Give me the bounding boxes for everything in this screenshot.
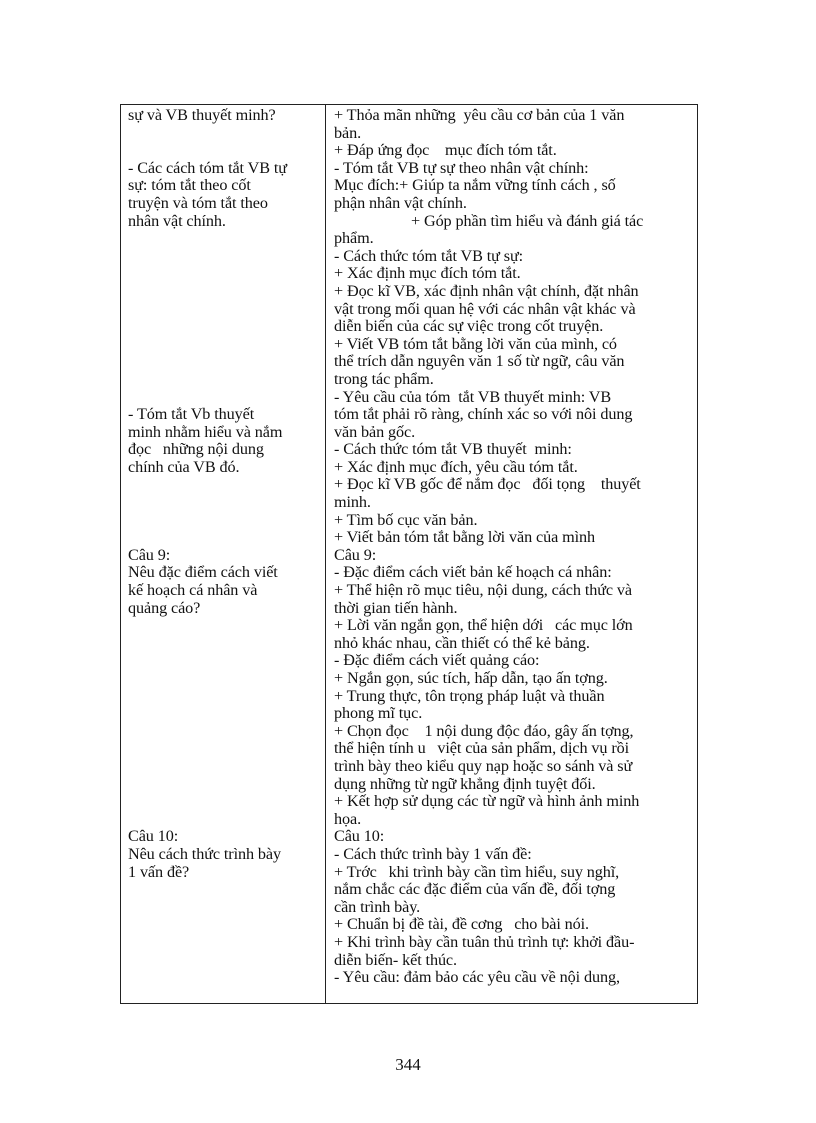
qa-table (120, 104, 698, 1004)
question-line: quảng cáo? (128, 598, 201, 617)
answer-line: + Đáp ứng đọc mục đích tóm tắt. (334, 141, 557, 160)
question-line: Nêu cách thức trình bày (128, 844, 281, 863)
question-line: 1 vấn đề? (128, 862, 190, 881)
question-line: - Tóm tắt Vb thuyết (128, 405, 255, 424)
answer-line: phận nhân vật chính. (334, 193, 467, 212)
answer-line: văn bản gốc. (334, 422, 416, 441)
answer-line: + Chuẩn bị đề tài, đề cơng cho bài nói. (334, 915, 589, 934)
answer-line: + Đọc kĩ VB gốc để nắm đọc đối tọng thuyết (334, 475, 641, 494)
answer-line: tóm tắt phải rõ ràng, chính xác so với nôi dung (334, 405, 633, 424)
answer-line: - Đặc điểm cách viết quảng cáo: (334, 651, 540, 670)
answer-line: + Góp phần tìm hiểu và đánh giá tác (411, 211, 644, 230)
answer-line: - Cách thức tóm tắt VB thuyết minh: (334, 440, 572, 459)
question-line: Nêu đặc điểm cách viết (128, 563, 278, 582)
answer-line: diễn biến của các sự việc trong cốt truyện. (334, 317, 604, 336)
question-line: truyện và tóm tắt theo (128, 193, 268, 212)
answer-line: + Ngắn gọn, súc tích, hấp dẫn, tạo ấn tợng. (334, 669, 608, 687)
question-heading: Câu 10: (128, 827, 179, 846)
question-line: sự: tóm tắt theo cốt (128, 176, 251, 195)
question-line: minh nhằm hiểu và nắm (128, 422, 283, 441)
answer-line: nắm chắc các đặc điểm của vấn đề, đối tợng (334, 880, 616, 899)
answer-line: thời gian tiến hành. (334, 598, 458, 617)
answer-line: trình bày theo kiểu quy nạp hoặc so sánh và sử (334, 756, 633, 775)
answer-line: dụng những từ ngữ khẳng định tuyệt đối. (334, 774, 596, 793)
answer-line: cần trình bày. (334, 897, 421, 916)
answer-line: - Đặc điểm cách viết bản kế hoạch cá nhân: (334, 563, 612, 582)
answer-line: + Khi trình bày cần tuân thủ trình tự: khởi đầu- (334, 932, 635, 951)
answer-line: nhỏ khác nhau, cần thiết có thể kẻ bảng. (334, 633, 590, 652)
answer-line: + Trung thực, tôn trọng pháp luật và thuần (334, 686, 605, 705)
answer-line: - Yêu cầu của tóm tắt VB thuyết minh: VB (334, 387, 612, 406)
answer-line: phẩm. (334, 229, 374, 248)
question-line: - Các cách tóm tắt VB tự (128, 158, 287, 177)
answer-column (326, 105, 698, 1004)
answer-line: + Thỏa mãn những yêu cầu cơ bản của 1 văn (334, 106, 625, 124)
answer-line: họa. (334, 809, 362, 828)
question-cell (121, 105, 325, 1003)
question-line: nhân vật chính. (128, 211, 226, 230)
answer-line: + Chọn đọc 1 nội dung độc đáo, gây ấn tợng, (334, 721, 634, 740)
answer-line: + Xác định mục đích, yêu cầu tóm tắt. (334, 457, 578, 476)
answer-line: trong tác phẩm. (334, 369, 434, 388)
table-row (121, 105, 698, 1004)
answer-line: diễn biến- kết thúc. (334, 950, 457, 969)
question-heading: Câu 9: (128, 545, 171, 564)
question-line: chính của VB đó. (128, 457, 240, 476)
answer-line: + Viết VB tóm tắt bằng lời văn của mình, có (334, 334, 617, 353)
answer-line: thể trích dẫn nguyên văn 1 số từ ngữ, câu văn (334, 352, 625, 371)
answer-line: - Tóm tắt VB tự sự theo nhân vật chính: (334, 158, 589, 177)
answer-heading: Câu 9: (334, 545, 377, 564)
answer-line: thể hiện tính u việt của sản phẩm, dịch vụ rồi (334, 739, 630, 758)
answer-line: + Tìm bố cục văn bản. (334, 510, 478, 529)
answer-line: + Kết hợp sử dụng các từ ngữ và hình ảnh minh (334, 792, 640, 811)
answer-line: bản. (334, 123, 362, 142)
answer-line: + Viết bản tóm tắt bằng lời văn của mình (334, 528, 596, 547)
answer-line: + Đọc kĩ VB, xác định nhân vật chính, đặt nhân (334, 281, 639, 300)
page-number: 344 (395, 1055, 421, 1074)
answer-cell (326, 105, 697, 1003)
answer-line: minh. (334, 493, 371, 512)
answer-line: phong mĩ tục. (334, 704, 423, 723)
question-column (121, 105, 326, 1004)
answer-line: Mục đích:+ Giúp ta nắm vững tính cách , số (334, 176, 616, 195)
question-line: sự và VB thuyết minh? (128, 106, 276, 124)
question-line: đọc những nội dung (128, 440, 264, 459)
answer-line: - Yêu cầu: đảm bảo các yêu cầu về nội dung, (334, 968, 620, 987)
answer-line: + Thể hiện rõ mục tiêu, nội dung, cách thức và (334, 581, 632, 600)
answer-heading: Câu 10: (334, 827, 385, 846)
answer-line: + Lời văn ngắn gọn, thể hiện dới các mục lớn (334, 616, 633, 635)
question-line: kế hoạch cá nhân và (128, 581, 258, 600)
answer-line: vật trong mối quan hệ với các nhân vật khác và (334, 299, 636, 318)
answer-line: + Trớc khi trình bày cần tìm hiểu, suy nghĩ, (334, 862, 620, 881)
answer-line: - Cách thức trình bày 1 vấn đề: (334, 844, 532, 863)
answer-line: + Xác định mục đích tóm tắt. (334, 264, 521, 283)
answer-line: - Cách thức tóm tắt VB tự sự: (334, 246, 524, 265)
